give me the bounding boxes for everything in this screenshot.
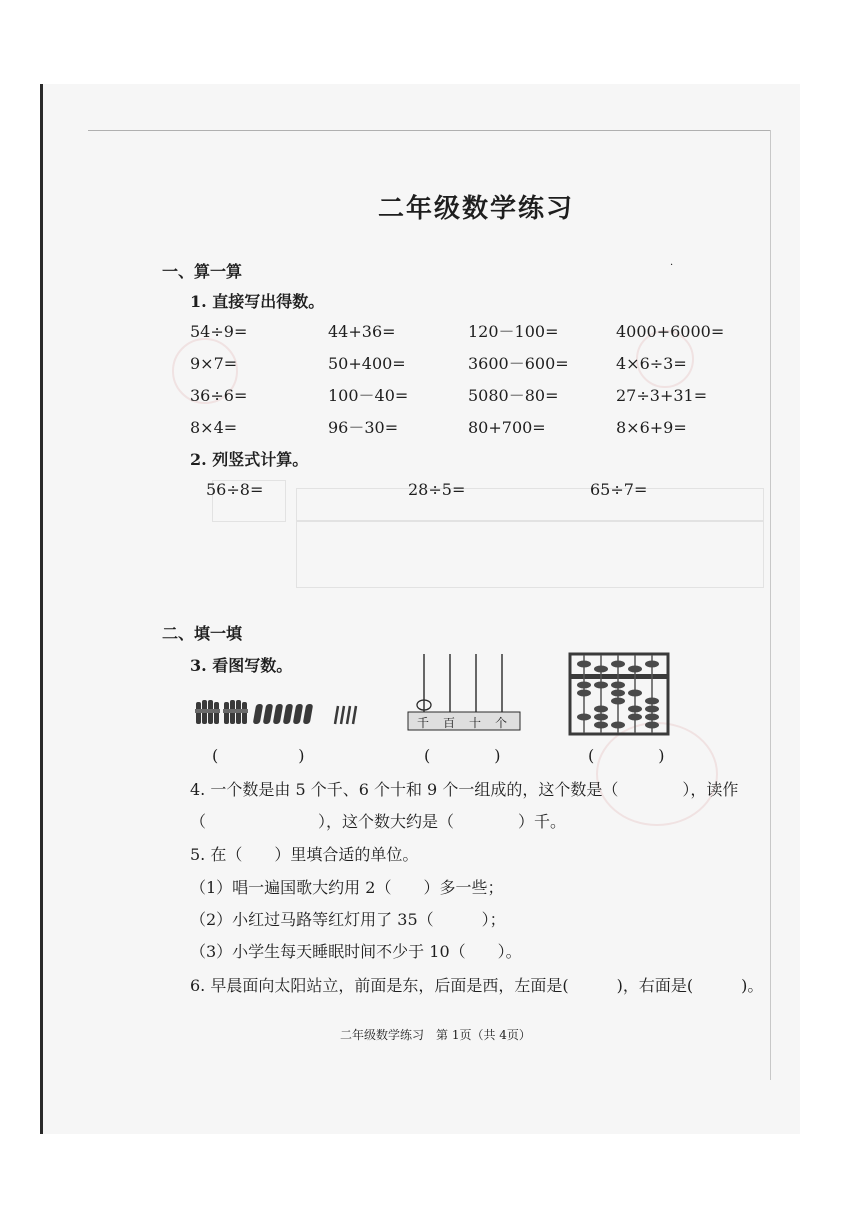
calc-item: 80+700=: [468, 418, 546, 437]
q4-line-1: 4. 一个数是由 5 个千、6 个十和 9 个一组成的，这个数是（ ），读作: [190, 780, 739, 799]
place-tens-label: 十: [469, 716, 482, 730]
section-1-title: 一、算一算: [162, 262, 243, 281]
vertical-calc-item: 56÷8=: [206, 480, 264, 499]
bleed-through-table: [296, 488, 764, 588]
q5-label: 5. 在（ ）里填合适的单位。: [190, 845, 419, 864]
q2-label: 2. 列竖式计算。: [190, 450, 309, 469]
bleed-through-table-line: [296, 520, 764, 522]
calc-item: 54÷9=: [190, 322, 248, 341]
calc-item: 27÷3+31=: [616, 386, 708, 405]
calc-item: 44+36=: [328, 322, 396, 341]
calc-item: 36÷6=: [190, 386, 248, 405]
calc-item: 8×4=: [190, 418, 238, 437]
calc-item: 4000+6000=: [616, 322, 725, 341]
right-rule: [770, 130, 771, 1080]
calc-item: 9×7=: [190, 354, 238, 373]
q1-label: 1. 直接写出得数。: [190, 292, 325, 311]
page-footer: 二年级数学练习 第 1页（共 4页）: [340, 1028, 531, 1042]
place-hundreds-label: 百: [443, 716, 456, 730]
q4-line-2: （ ），这个数大约是（ ）千。: [190, 812, 567, 831]
stick-bundles-icon: [194, 694, 364, 728]
abacus-icon: [568, 652, 672, 738]
page-title: 二年级数学练习: [378, 194, 575, 224]
q5-item: （3）小学生每天睡眠时间不少于 10（ ）。: [190, 942, 522, 961]
answer-blank: ( ): [212, 746, 305, 765]
q5-item: （1）唱一遍国歌大约用 2（ ）多一些；: [190, 878, 504, 897]
calc-item: 100－40=: [328, 386, 409, 405]
vertical-calc-item: 28÷5=: [408, 480, 466, 499]
calc-item: 3600－600=: [468, 354, 569, 373]
calc-item: 4×6÷3=: [616, 354, 687, 373]
q6-text: 6. 早晨面向太阳站立，前面是东，后面是西，左面是( )，右面是( )。: [190, 976, 764, 995]
calc-item: 8×6+9=: [616, 418, 687, 437]
page-edge: [40, 84, 43, 1134]
vertical-calc-item: 65÷7=: [590, 480, 648, 499]
calc-item: 5080－80=: [468, 386, 559, 405]
place-ones-label: 个: [495, 716, 508, 730]
dot-mark: ·: [670, 260, 674, 271]
q5-item: （2）小红过马路等红灯用了 35（ ）；: [190, 910, 506, 929]
header-rule: [88, 130, 770, 131]
calc-item: 50+400=: [328, 354, 406, 373]
calc-item: 96－30=: [328, 418, 399, 437]
q3-label: 3. 看图写数。: [190, 656, 293, 675]
section-2-title: 二、填一填: [162, 624, 243, 643]
calc-item: 120－100=: [468, 322, 559, 341]
answer-blank: ( ): [588, 746, 665, 765]
place-thousands-label: 千: [417, 716, 430, 730]
answer-blank: ( ): [424, 746, 501, 765]
